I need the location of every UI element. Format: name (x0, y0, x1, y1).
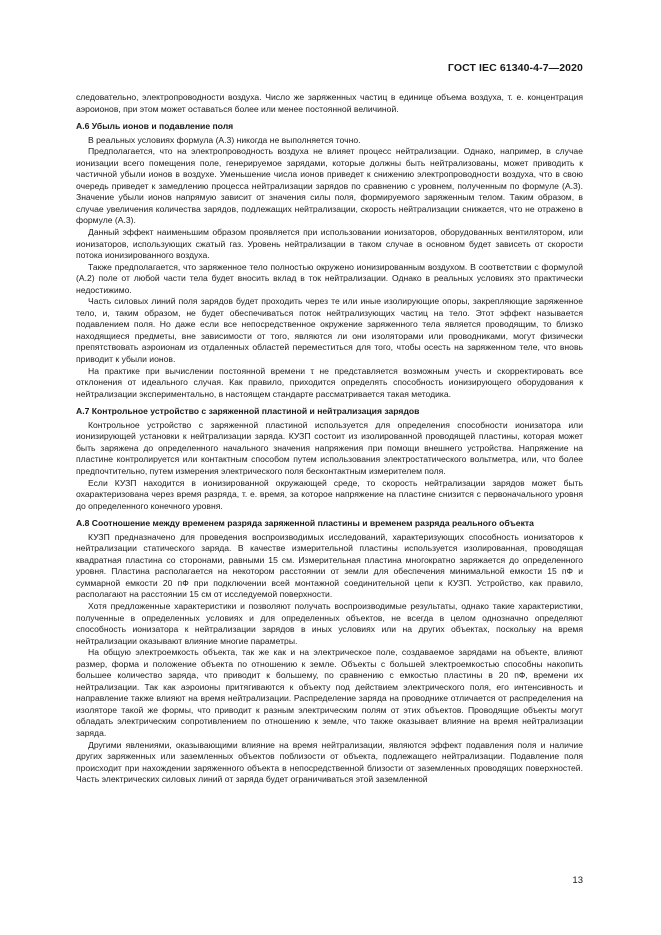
section-a8-paragraph-1: КУЗП предназначено для проведения воспроизводимых исследований, характеризующих способность ионизаторов к нейтрализации статического заряда. В качестве измерительной пластины используется изолированная, проводящая квадратная пластина со сторонами, равными 15 см. Измерительная пластина многократно заряжается до определенного уровня. Пластина располагается на некотором расстоянии от земли для обеспечения минимальной емкости 15 пФ и суммарной емкости 20 пФ при подключении всей монтажной соединительной цепи к КУЗП. Устройство, как правило, располагают на расстоянии 15 см от исследуемой поверхности. (76, 531, 583, 600)
section-a7-paragraph-2: Если КУЗП находится в ионизированной окружающей среде, то скорость нейтрализации зарядов может быть охарактеризована через время разряда, т. е. время, за которое напряжение на пластине снизится с первоначального уровня до определенного конечного уровня. (76, 477, 583, 511)
page-number: 13 (572, 875, 583, 886)
document-body (76, 92, 583, 786)
section-a6-paragraph-1: В реальных условиях формула (А.3) никогда не выполняется точно. (88, 134, 361, 145)
section-a8-paragraph-3: На общую электроемкость объекта, так же как и на электрическое поле, создаваемое зарядами на объекте, влияют размер, форма и положение объекта по отношению к земле. Объекты с большей электроемкостью способны накопить большее количество заряда, что приводит к большему, по сравнению с емкостью пластины в 20 пФ, времени их нейтрализации. Так как аэроионы притягиваются к объекту под действием электрического поля, его интенсивность и направление также влияют на время нейтрализации. Распределение заряда на проводнике отличается от распределения на изоляторе такой же формы, что приводит к разным электрическим полям от этих объектов. Проводящие объекты могут обладать электрическим сопротивлением по отношению к земле, что также оказывает влияние на время нейтрализации заряда. (76, 647, 583, 738)
section-a6-paragraph-3: Данный эффект наименьшим образом проявляется при использовании ионизаторов, оборудованных вентилятором, или ионизаторов, использующих сжатый газ. Уровень нейтрализации в таком случае в основном будет зависеть от скорости потока ионизированного воздуха. (76, 227, 583, 261)
standard-id-header: ГОСТ IEC 61340-4-7—2020 (447, 62, 583, 74)
section-a8-heading: А.8 Соотношение между временем разряда заряженной пластины и временем разряда реального объекта (76, 518, 534, 529)
section-a6-paragraph-6: На практике при вычислении постоянной времени τ не представляется возможным учесть и скорректировать все отклонения от идеального случая. Как правило, приходится определять способность ионизирующего оборудования к нейтрализации экспериментально, в настоящем стандарте рассматривается такая методика. (76, 365, 583, 399)
section-a8-paragraph-2: Хотя предложенные характеристики и позволяют получать воспроизводимые результаты, однако такие характеристики, полученные в определенных условиях и для определенных объектов, не всегда в целом однозначно определяют способность ионизатора к нейтрализации зарядов в иных условиях или на других объектах, поскольку на время нейтрализации оказывают влияние многие параметры. (76, 600, 583, 646)
section-a7-paragraph-1: Контрольное устройство с заряженной пластиной используется для определения способности ионизатора или ионизирующей установки к нейтрализации заряда. КУЗП состоит из изолированной проводящей пластины, которая может быть заряжена до определенного начального значения напряжения при помощи внешнего устройства. Напряжение на пластине контролируется или контактным способом путем использования электростатического вольтметра, или, что более предпочтительно, путем измерения электрического поля бесконтактным измерителем поля. (76, 419, 583, 476)
section-a6-paragraph-2: Предполагается, что на электропроводность воздуха не влияет процесс нейтрализации. Однако, например, в случае ионизации всего помещения поле, генерируемое зарядами, которые должны быть нейтрализованы, может приводить к частичной убыли ионов в воздухе. Уменьшение числа ионов приведет к снижению электропроводности воздуха, что в свою очередь приведет к замедлению процесса нейтрализации зарядов по сравнению с уровнем, полученным по формуле (А.3). Значение убыли ионов напрямую зависит от значения силы поля, формируемого заряженным телом. Таким образом, в случае увеличения количества зарядов, подлежащих нейтрализации, скорость нейтрализации снижается, что не отражено в формуле (А.3). (76, 146, 583, 226)
section-a6-heading: А.6 Убыль ионов и подавление поля (76, 121, 234, 132)
section-a6-paragraph-4: Также предполагается, что заряженное тело полностью окружено ионизированным воздухом. В соответствии с формулой (А.2) поле от любой части тела будет вносить вклад в ток нейтрализации. Однако в реальных условиях это практически недостижимо. (76, 261, 583, 295)
section-a6-paragraph-5: Часть силовых линий поля зарядов будет проходить через те или иные изолирующие опоры, закрепляющие заряженное тело, и, таким образом, не будет обеспечиваться поток нейтрализующих частиц на тело. Этот эффект называется подавлением поля. Но даже если все непосредственное окружение заряженного тела является проводящим, то близко находящиеся предметы, вне зависимости от того, являются ли они изоляторами или проводниками, могут физически препятствовать аэроионам из отдаленных областей переместиться для того, чтобы осесть на заряженном теле, что вновь приводит к убыли ионов. (76, 296, 583, 365)
section-a8-paragraph-4: Другими явлениями, оказывающими влияние на время нейтрализации, являются эффект подавления поля и наличие других заряженных или заземленных объектов поблизости от объекта, подлежащего нейтрализации. Подавление поля происходит при нахождении заряженного объекта в непосредственной близости от заземленных проводящих поверхностей. Часть электрических силовых линий от заряда будет ограничиваться этой заземленной (76, 739, 583, 785)
intro-paragraph: следовательно, электропроводности воздуха. Число же заряженных частиц в единице объема воздуха, т. е. концентрация аэроионов, при этом может оставаться более или менее постоянной величиной. (76, 92, 583, 114)
section-a7-heading: А.7 Контрольное устройство с заряженной пластиной и нейтрализация зарядов (76, 406, 420, 417)
